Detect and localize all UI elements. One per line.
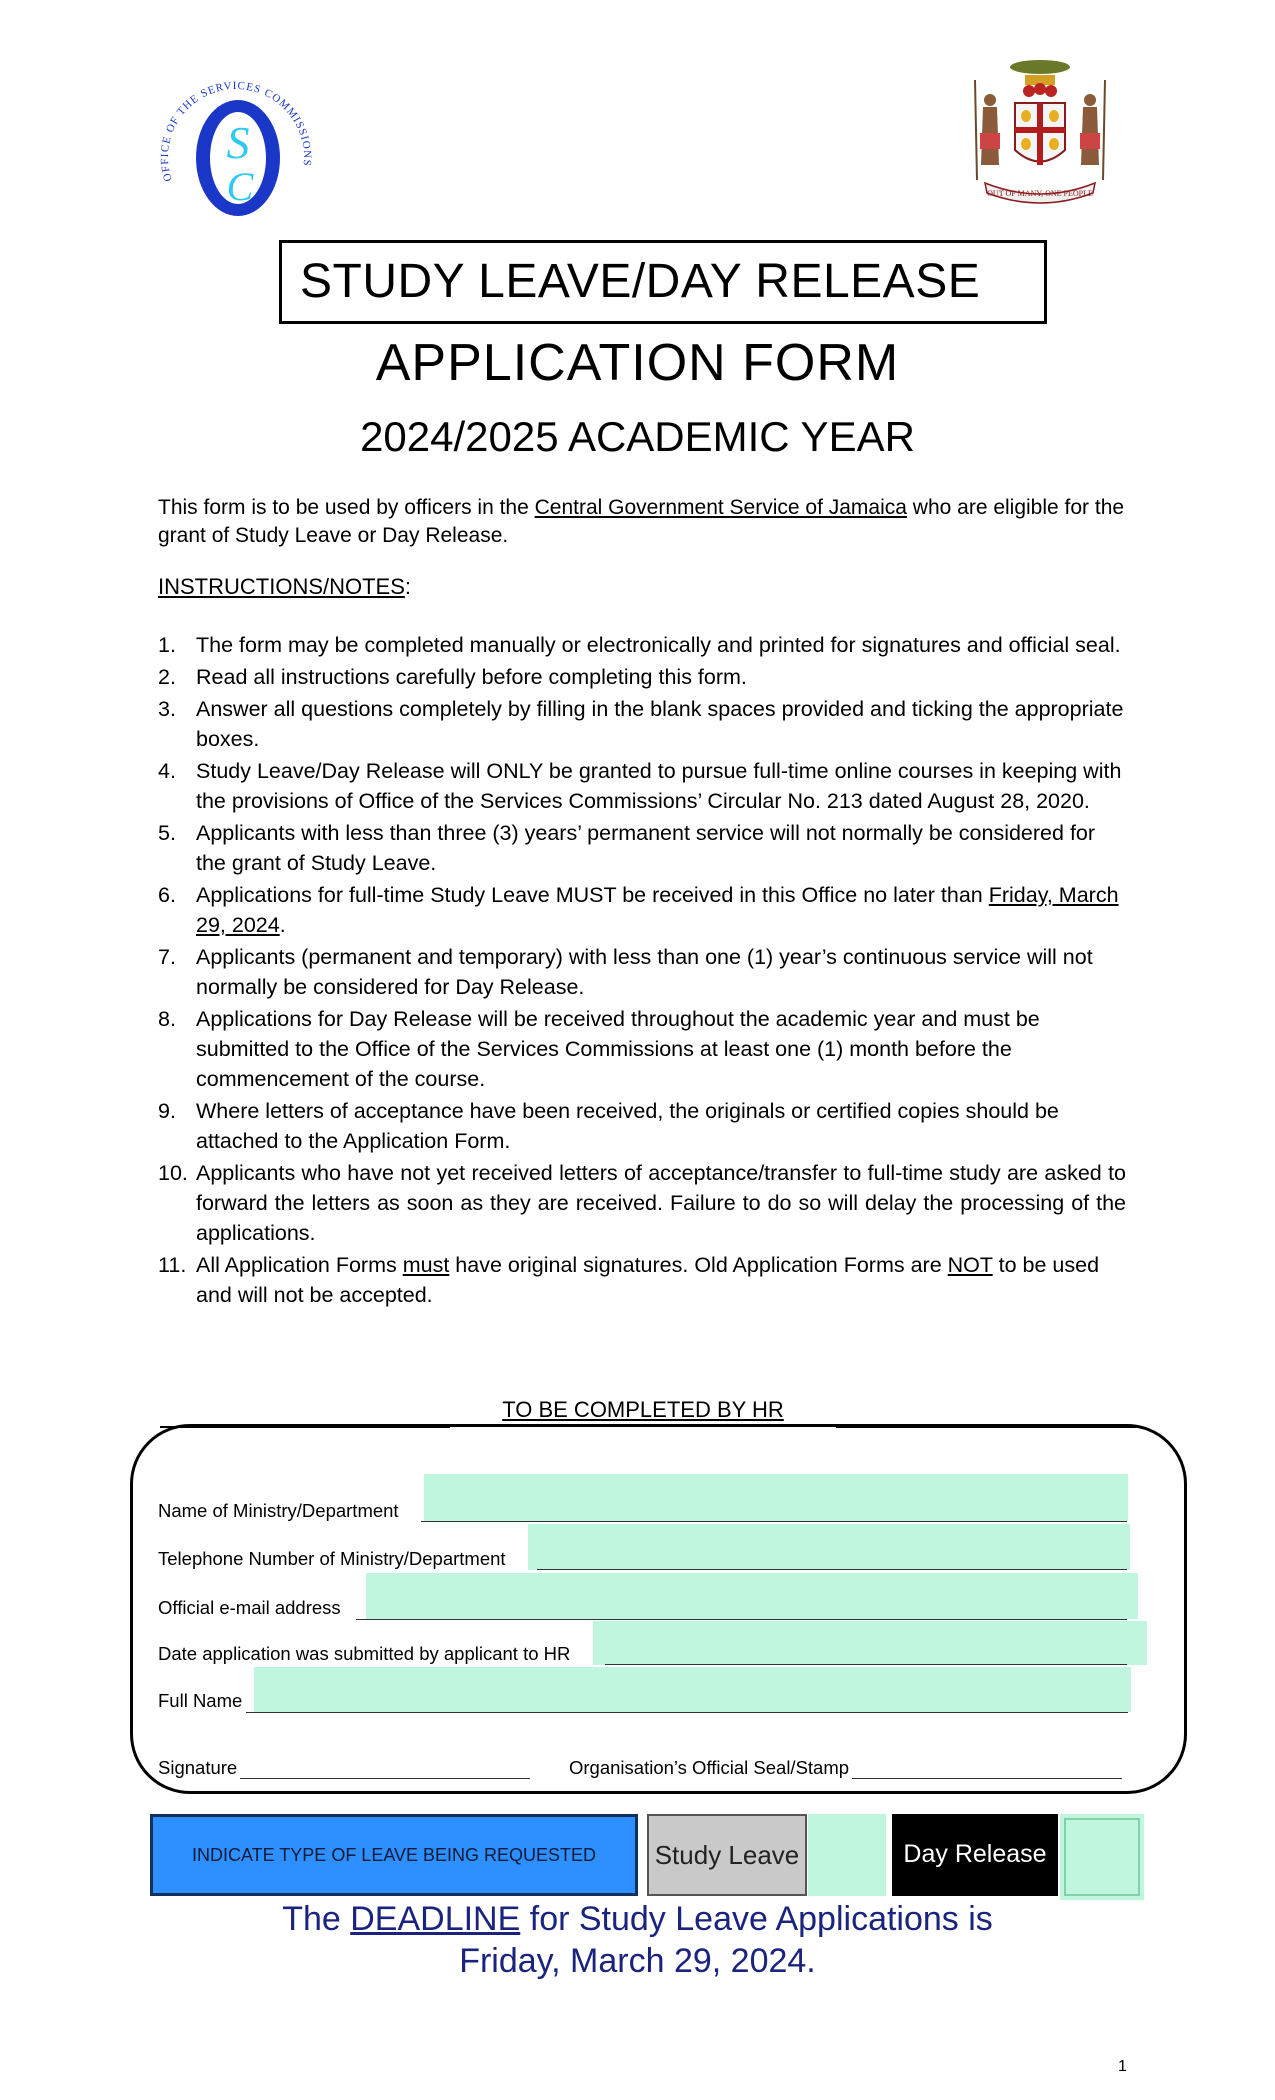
note-item: 1. The form may be completed manually or electronically and printed for signatures and official seal. — [158, 633, 1121, 657]
instructions-list — [158, 630, 1126, 1312]
email-field[interactable] — [366, 1573, 1138, 1619]
seal-line[interactable] — [852, 1778, 1122, 1779]
note-item: 4. Study Leave/Day Release will ONLY be granted to pursue full-time online courses in keeping with the provisions of Office of the Services Commissions’ Circular No. 213 dated August 28, 2020. — [158, 759, 1122, 813]
field-underline — [537, 1569, 1127, 1570]
signature-label: Signature — [158, 1757, 238, 1778]
email-label: Official e-mail address — [158, 1597, 341, 1618]
leave-type-label: INDICATE TYPE OF LEAVE BEING REQUESTED — [150, 1814, 638, 1896]
field-underline — [356, 1619, 1127, 1620]
note-item: 6. Applications for full-time Study Leave MUST be received in this Office no later than Friday, March 29, 2024. — [158, 883, 1119, 937]
hr-section-heading: TO BE COMPLETED BY HR — [502, 1397, 784, 1422]
full-name-label: Full Name — [158, 1690, 243, 1711]
note-item: 7. Applicants (permanent and temporary) with less than one (1) year’s continuous service will not normally be considered for Day Release. — [158, 945, 1093, 999]
form-title-box: STUDY LEAVE/DAY RELEASE — [279, 240, 1047, 324]
note-item: 5. Applicants with less than three (3) years’ permanent service will not normally be considered for the grant of Study Leave. — [158, 821, 1096, 875]
coat-of-arms — [965, 55, 1115, 215]
osc-ring-text: OFFICE OF THE SERVICES COMMISSIONS — [158, 79, 314, 183]
svg-text:C: C — [226, 164, 254, 209]
form-title: APPLICATION FORM — [375, 334, 900, 392]
date-submitted-label: Date application was submitted by applicant to HR — [158, 1643, 571, 1664]
note-item: 9. Where letters of acceptance have been received, the originals or certified copies should be attached to the Application Form. — [158, 1099, 1059, 1153]
field-underline — [421, 1521, 1127, 1522]
seal-label: Organisation’s Official Seal/Stamp — [569, 1757, 850, 1778]
note-item: 10. Applicants who have not yet received letters of acceptance/transfer to full-time study are asked to forward the letters as soon as they are received. Failure to do so will delay the processing of the applications. — [158, 1161, 1126, 1245]
ministry-field[interactable] — [424, 1474, 1128, 1522]
field-underline — [605, 1664, 1127, 1665]
academic-year: 2024/2025 ACADEMIC YEAR — [360, 413, 915, 460]
deadline-notice: The DEADLINE for Study Leave Applications is Friday, March 29, 2024. — [282, 1900, 993, 1980]
field-underline — [246, 1712, 1128, 1713]
study-leave-label: Study Leave — [647, 1814, 807, 1896]
page-number: 1 — [1118, 2058, 1127, 2075]
note-item: 3. Answer all questions completely by filling in the blank spaces provided and ticking the appropriate boxes. — [158, 697, 1124, 751]
study-leave-checkbox[interactable] — [808, 1814, 886, 1896]
coat-motto: OUT OF MANY, ONE PEOPLE — [987, 189, 1093, 198]
note-item: 11. All Application Forms must have original signatures. Old Application Forms are NOT to be used and will not be accepted. — [158, 1253, 1100, 1307]
osc-logo — [150, 70, 320, 230]
note-item: 8. Applications for Day Release will be received throughout the academic year and must be submitted to the Office of the Services Commissions at least one (1) month before the commencement of the course. — [158, 1007, 1040, 1091]
ministry-label: Name of Ministry/Department — [158, 1500, 399, 1521]
day-release-checkbox[interactable] — [1060, 1814, 1144, 1900]
intro-paragraph: This form is to be used by officers in the Central Government Service of Jamaica who are eligible for the grant of Study Leave or Day Release. — [158, 496, 1125, 547]
svg-text:S: S — [226, 117, 250, 168]
notes-heading: INSTRUCTIONS/NOTES: — [158, 574, 412, 599]
full-name-field[interactable] — [254, 1667, 1131, 1712]
telephone-label: Telephone Number of Ministry/Department — [158, 1548, 506, 1569]
note-item: 2. Read all instructions carefully before completing this form. — [158, 665, 747, 689]
day-release-label: Day Release — [892, 1814, 1058, 1896]
telephone-field[interactable] — [528, 1524, 1130, 1570]
intro-link-text: Central Government Service of Jamaica — [534, 496, 907, 519]
date-submitted-field[interactable] — [593, 1621, 1147, 1665]
signature-line[interactable] — [240, 1778, 530, 1779]
